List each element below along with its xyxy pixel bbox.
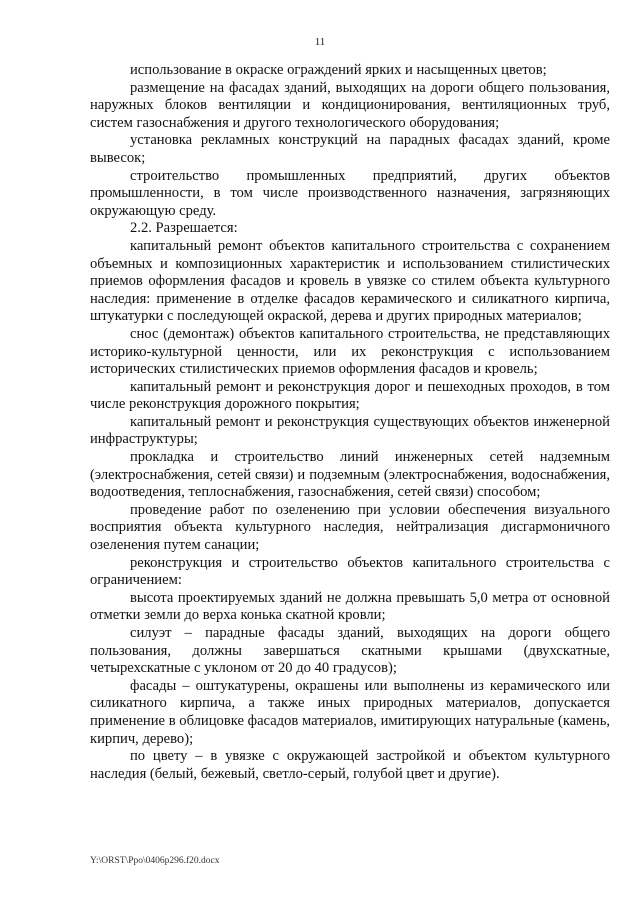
section-heading: 2.2. Разрешается: [130,220,238,237]
page-body [90,62,610,783]
paragraph: размещение на фасадах зданий, выходящих на дороги общего пользования, наружных блоков вентиляции и кондиционирования, вентиляционных труб, систем газоснабжения и другого технологического оборудования; [90,79,610,131]
paragraph: высота проектируемых зданий не должна превышать 5,0 метра от основной отметки земли до верха конька скатной кровли; [90,589,610,624]
footer-file-path: Y:\ORST\Ppo\0406p296.f20.docx [90,856,220,866]
paragraph: реконструкция и строительство объектов капитального строительства с ограничением: [90,554,610,589]
paragraph: снос (демонтаж) объектов капитального строительства, не представляющих историко-культурной ценности, или их реконструкция с использованием исторических стилистических приемов оформления фасадов и кровель; [90,325,610,378]
paragraph: прокладка и строительство линий инженерных сетей надземным (электроснабжения, сетей связи) и подземным (электроснабжения, водоснабжения, водоотведения, теплоснабжения, газоснабжения, сетей связи) способом; [90,449,610,501]
paragraph: фасады – оштукатурены, окрашены или выполнены из керамического или силикатного кирпича, а также иных природных материалов, допускается применение в облицовке фасадов материалов, имитирующих натуральные (камень, кирпич, дерево); [90,677,610,747]
page-number: 11 [314,36,326,48]
paragraph: капитальный ремонт и реконструкция существующих объектов инженерной инфраструктуры; [90,413,610,448]
paragraph: установка рекламных конструкций на парадных фасадах зданий, кроме вывесок; [90,132,610,166]
paragraph: капитальный ремонт объектов капитального строительства с сохранением объемных и композиционных характеристик и использованием стилистических приемов оформления фасадов и кровель в увязке со стилем объекта культурного наследия: применение в отделке фасадов керамического и силикатного кирпича, штукатурки с последующей окраской, дерева и других природных материалов; [90,237,610,325]
paragraph: строительство промышленных предприятий, других объектов промышленности, в том числе производственного назначения, загрязняющих окружающую среду. [90,167,610,219]
paragraph: проведение работ по озеленению при условии обеспечения визуального восприятия объекта культурного наследия, нейтрализация дисгармоничного озеленения путем санации; [90,501,610,554]
paragraph: капитальный ремонт и реконструкция дорог и пешеходных проходов, в том числе реконструкция дорожного покрытия; [90,378,610,413]
paragraph: по цвету – в увязке с окружающей застройкой и объектом культурного наследия (белый, бежевый, светло-серый, голубой цвет и другие). [90,748,610,782]
paragraph: силуэт – парадные фасады зданий, выходящих на дороги общего пользования, должны завершаться скатными крышами (двухскатные, четырехскатные с уклоном от 20 до 40 градусов); [90,625,610,677]
paragraph: использование в окраске ограждений ярких и насыщенных цветов; [130,62,547,78]
